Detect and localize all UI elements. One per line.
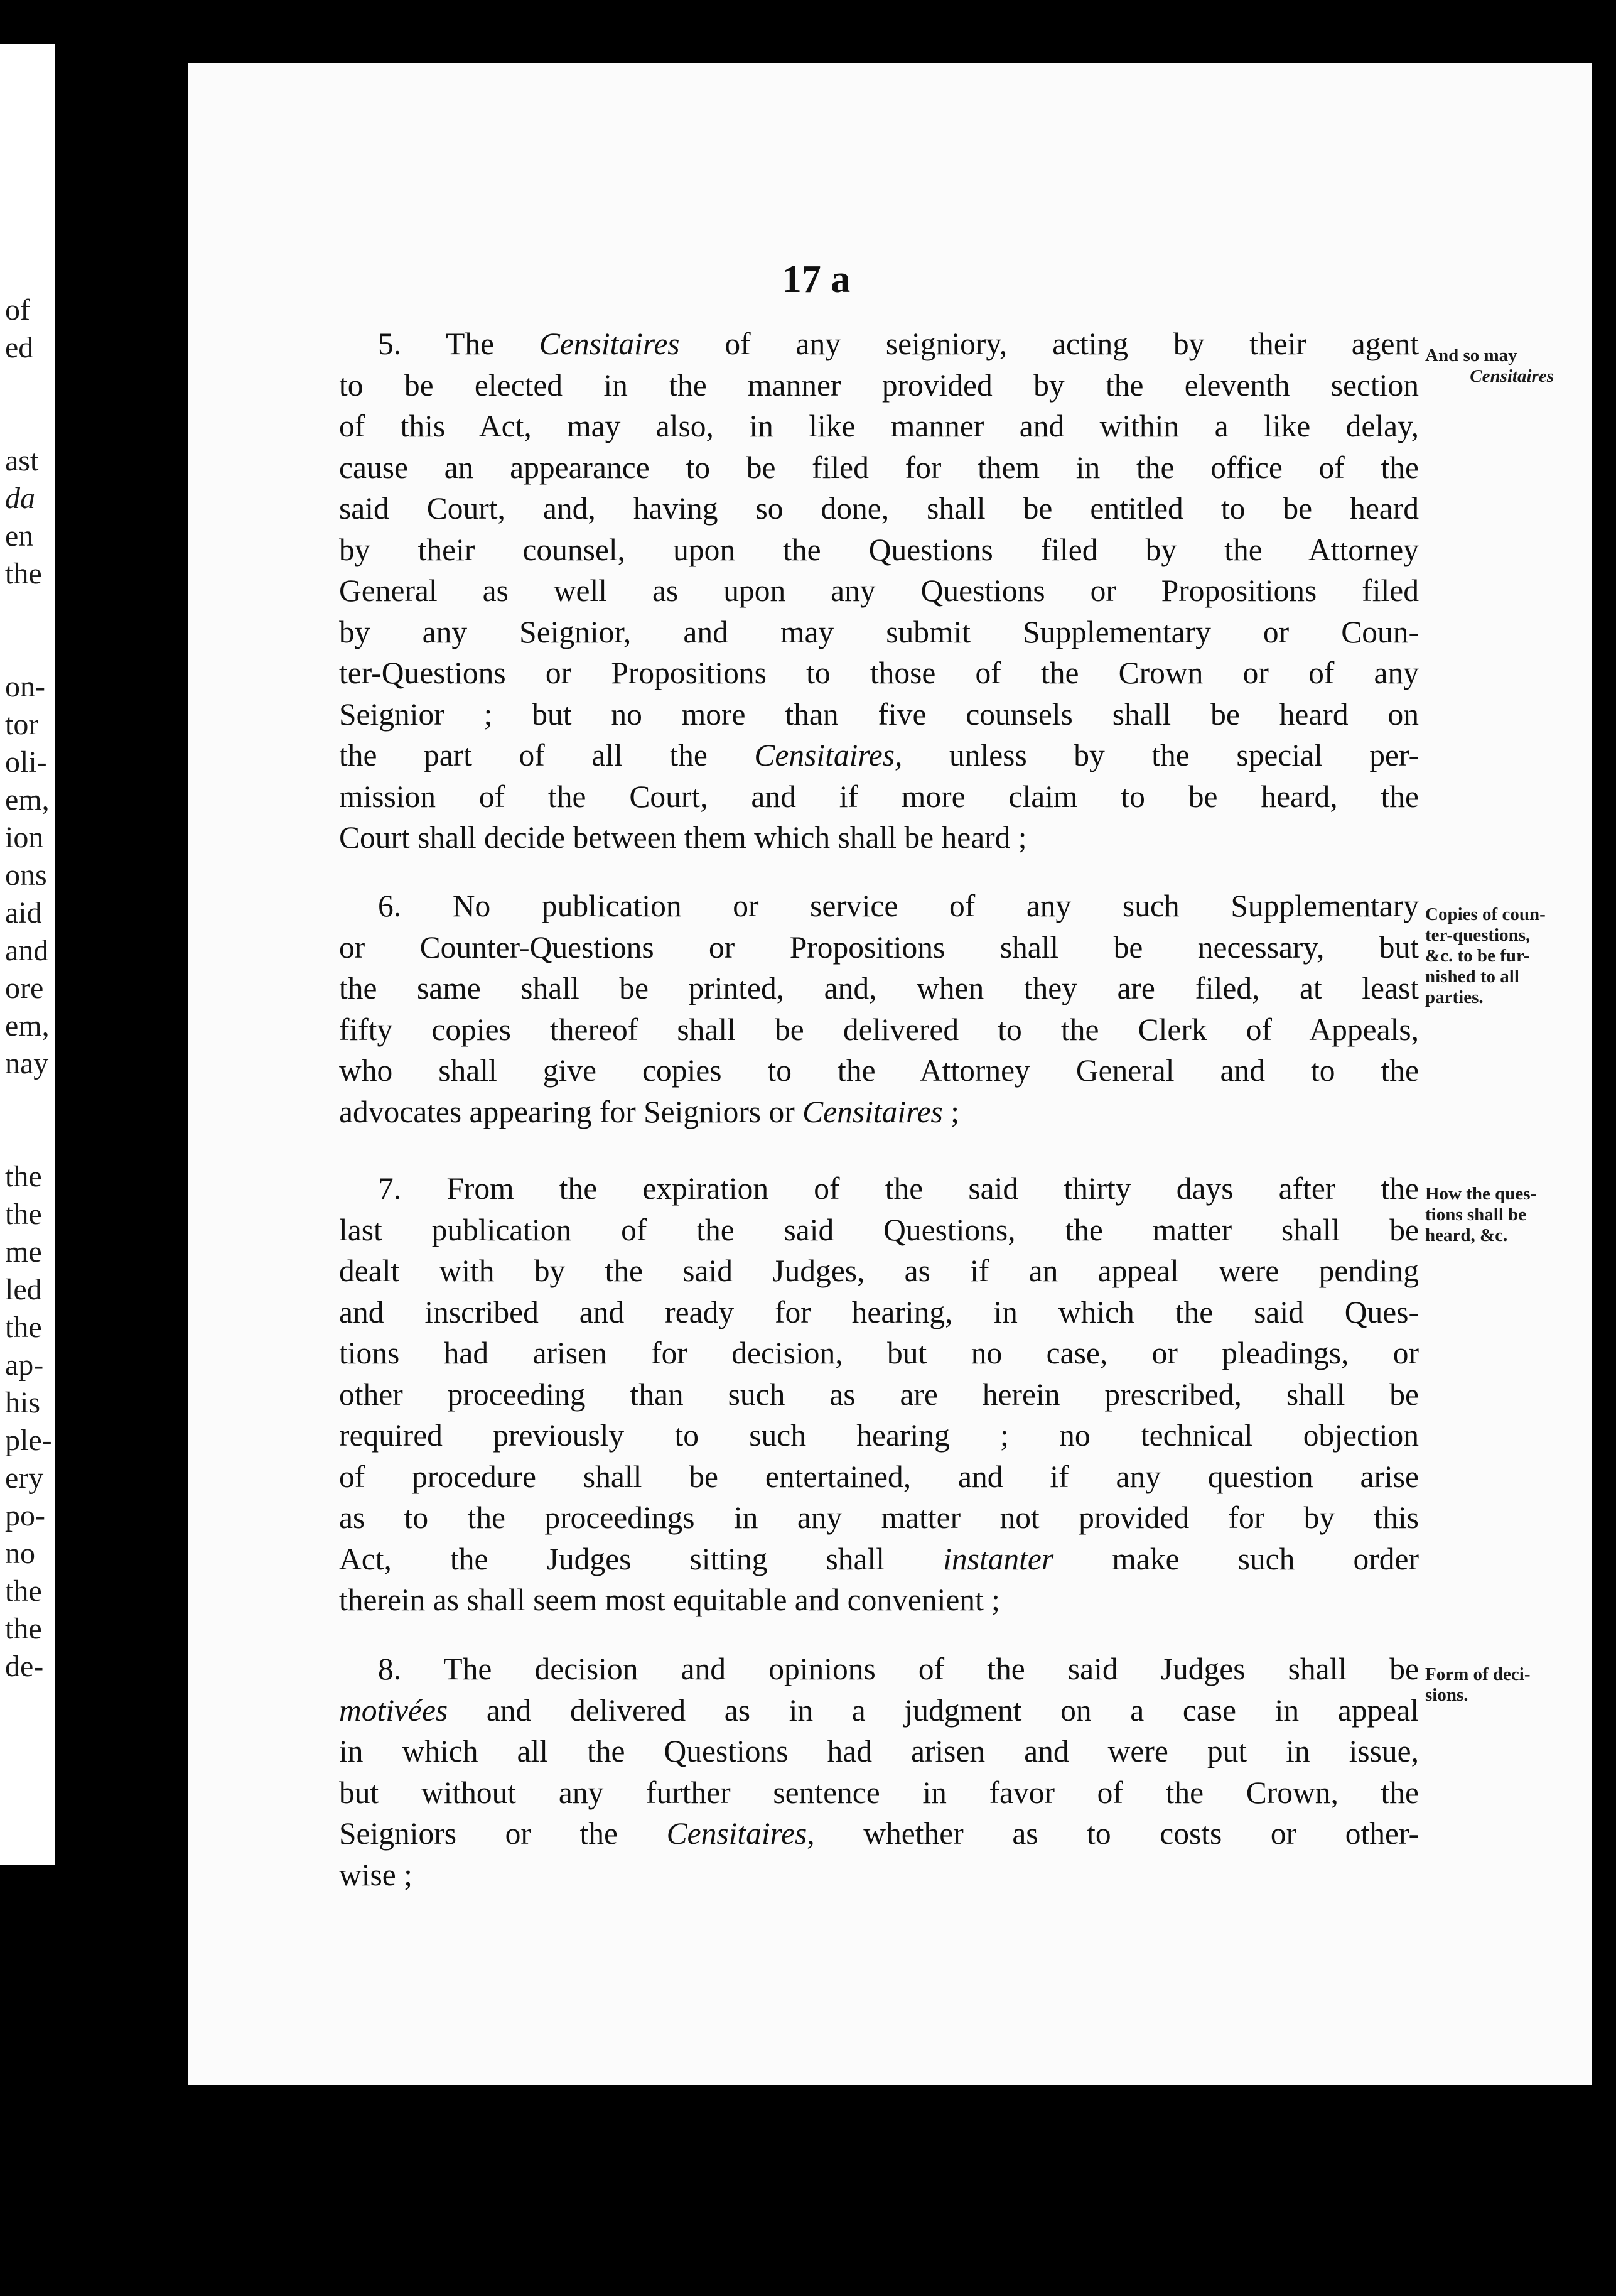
facing-page-fragment: no (5, 1537, 35, 1570)
text-line: ter-Questions or Propositions to those of the Crown or of any (339, 656, 1419, 690)
facing-page-fragment: tor (5, 708, 39, 741)
text-line: fifty copies thereof shall be delivered to the Clerk of Appeals, (339, 1012, 1419, 1047)
text-line: therein as shall seem most equitable and convenient ; (339, 1583, 1000, 1617)
text-line: Seignior ; but no more than five counsels shall be heard on (339, 696, 1419, 732)
page-number: 17 a (782, 258, 851, 301)
facing-page-fragment: nay (5, 1047, 49, 1080)
italic-term: motivées (339, 1692, 448, 1728)
text-line: 8. The decision and opinions of the said Judges shall be (378, 1652, 1419, 1686)
text-line: who shall give copies to the Attorney General and to the (339, 1053, 1419, 1088)
margin-note-line: tions shall be (1425, 1205, 1527, 1225)
margin-note-line: parties. (1425, 987, 1484, 1007)
facing-page-fragment: da (5, 482, 35, 515)
margin-note-line: &c. to be fur- (1425, 946, 1530, 966)
text-line: required previously to such hearing ; no technical objection (339, 1418, 1419, 1453)
text-line: of procedure shall be entertained, and if any question arise (339, 1459, 1419, 1494)
facing-page-fragment: de- (5, 1650, 44, 1683)
text-line: advocates appearing for Seigniors or Censitaires ; (339, 1094, 959, 1129)
italic-term: Censitaires, (666, 1816, 815, 1851)
facing-page-fragment: em, (5, 783, 50, 816)
text-line: Court shall decide between them which shall be heard ; (339, 820, 1027, 855)
italic-term: instanter (943, 1541, 1054, 1576)
facing-page-fragment: led (5, 1273, 42, 1306)
text-line: by their counsel, upon the Questions filed by the Attorney (339, 532, 1419, 567)
text-line: 5. The Censitaires of any seigniory, acting by their agent (378, 327, 1419, 361)
section-7-paragraph (339, 1168, 1419, 1621)
margin-note-line: ter-questions, (1425, 925, 1531, 945)
facing-page-fragment: ed (5, 331, 34, 364)
text-line: said Court, and, having so done, shall be entitled to be heard (339, 491, 1419, 526)
text-line: the part of all the Censitaires, unless by the special per- (339, 738, 1419, 772)
facing-page-fragment: the (5, 1574, 42, 1608)
facing-page-fragment: ple- (5, 1424, 52, 1457)
text-line: 6. No publication or service of any such Supplementary (378, 889, 1419, 923)
facing-page-fragment: on- (5, 670, 45, 703)
text-line: the same shall be printed, and, when they are filed, at least (339, 971, 1419, 1005)
margin-note-line: How the ques- (1425, 1184, 1537, 1204)
facing-page-fragment: ery (5, 1461, 44, 1495)
margin-note-section-5 (1425, 345, 1579, 387)
facing-page-fragment: the (5, 557, 42, 590)
facing-page-fragment: en (5, 519, 34, 553)
facing-page-fragment: the (5, 1160, 42, 1193)
text-line: of this Act, may also, in like manner and within a like delay, (339, 409, 1419, 443)
text-line: cause an appearance to be filed for them in the office of the (339, 450, 1419, 485)
text-line: Seigniors or the Censitaires, whether as to costs or other- (339, 1816, 1419, 1851)
text-line: motivées and delivered as in a judgment on a case in appeal (339, 1692, 1419, 1728)
text-line: 7. From the expiration of the said thirty days after the (378, 1171, 1419, 1206)
margin-note-section-7 (1425, 1184, 1579, 1246)
margin-note-line: Censitaires (1470, 366, 1554, 386)
text-line: but without any further sentence in favor of the Crown, the (339, 1775, 1419, 1810)
text-line: last publication of the said Questions, the matter shall be (339, 1212, 1419, 1247)
margin-note-line: nished to all (1425, 967, 1519, 987)
margin-note-section-8 (1425, 1664, 1579, 1706)
text-line: dealt with by the said Judges, as if an appeal were pending (339, 1254, 1419, 1288)
facing-page-fragment: ion (5, 821, 44, 854)
facing-page-edge (0, 44, 55, 1865)
text-line: wise ; (339, 1857, 412, 1892)
facing-page-fragment: po- (5, 1499, 45, 1532)
section-5-paragraph (339, 323, 1419, 858)
text-line: tions had arisen for decision, but no case, or pleadings, or (339, 1336, 1419, 1370)
margin-note-line: Form of deci- (1425, 1664, 1531, 1684)
margin-note-line: And so may (1425, 345, 1517, 366)
text-line: other proceeding than such as are herein prescribed, shall be (339, 1377, 1419, 1412)
text-line: General as well as upon any Questions or Propositions filed (339, 573, 1419, 608)
facing-page-fragment: ap- (5, 1348, 44, 1382)
italic-term: Censitaires (802, 1094, 943, 1129)
text-line: to be elected in the manner provided by the eleventh section (339, 367, 1419, 403)
text-line: by any Seignior, and may submit Supplementary or Coun- (339, 614, 1419, 649)
text-line: in which all the Questions had arisen and were put in issue, (339, 1734, 1419, 1768)
margin-note-line: sions. (1425, 1685, 1468, 1705)
text-line: mission of the Court, and if more claim to be heard, the (339, 779, 1419, 814)
margin-note-line: Copies of coun- (1425, 904, 1546, 924)
margin-note-line: heard, &c. (1425, 1225, 1508, 1245)
facing-page-fragment: the (5, 1198, 42, 1231)
text-line: as to the proceedings in any matter not provided for by this (339, 1500, 1419, 1535)
italic-term: Censitaires, (754, 738, 903, 772)
document-page (188, 63, 1592, 2085)
facing-page-fragment: of (5, 293, 30, 327)
facing-page-fragment: and (5, 934, 49, 967)
facing-page-fragment: the (5, 1612, 42, 1645)
text-line: or Counter-Questions or Propositions shall be necessary, but (339, 929, 1419, 965)
text-line: and inscribed and ready for hearing, in which the said Ques- (339, 1294, 1419, 1329)
facing-page-fragment: me (5, 1235, 42, 1269)
italic-term: Censitaires (539, 327, 680, 361)
facing-page-fragment: aid (5, 896, 42, 929)
facing-page-fragment: his (5, 1386, 41, 1419)
section-6-paragraph (339, 885, 1419, 1132)
margin-note-section-6 (1425, 904, 1579, 1008)
facing-page-fragment: ons (5, 858, 47, 892)
facing-page-fragment: oli- (5, 745, 47, 779)
facing-page-fragment: ast (5, 444, 39, 477)
facing-page-fragment: the (5, 1311, 42, 1344)
facing-page-fragment: em, (5, 1009, 50, 1042)
section-8-paragraph (339, 1649, 1419, 1895)
text-line: Act, the Judges sitting shall instanter make such order (339, 1541, 1419, 1576)
facing-page-fragment: ore (5, 972, 44, 1005)
